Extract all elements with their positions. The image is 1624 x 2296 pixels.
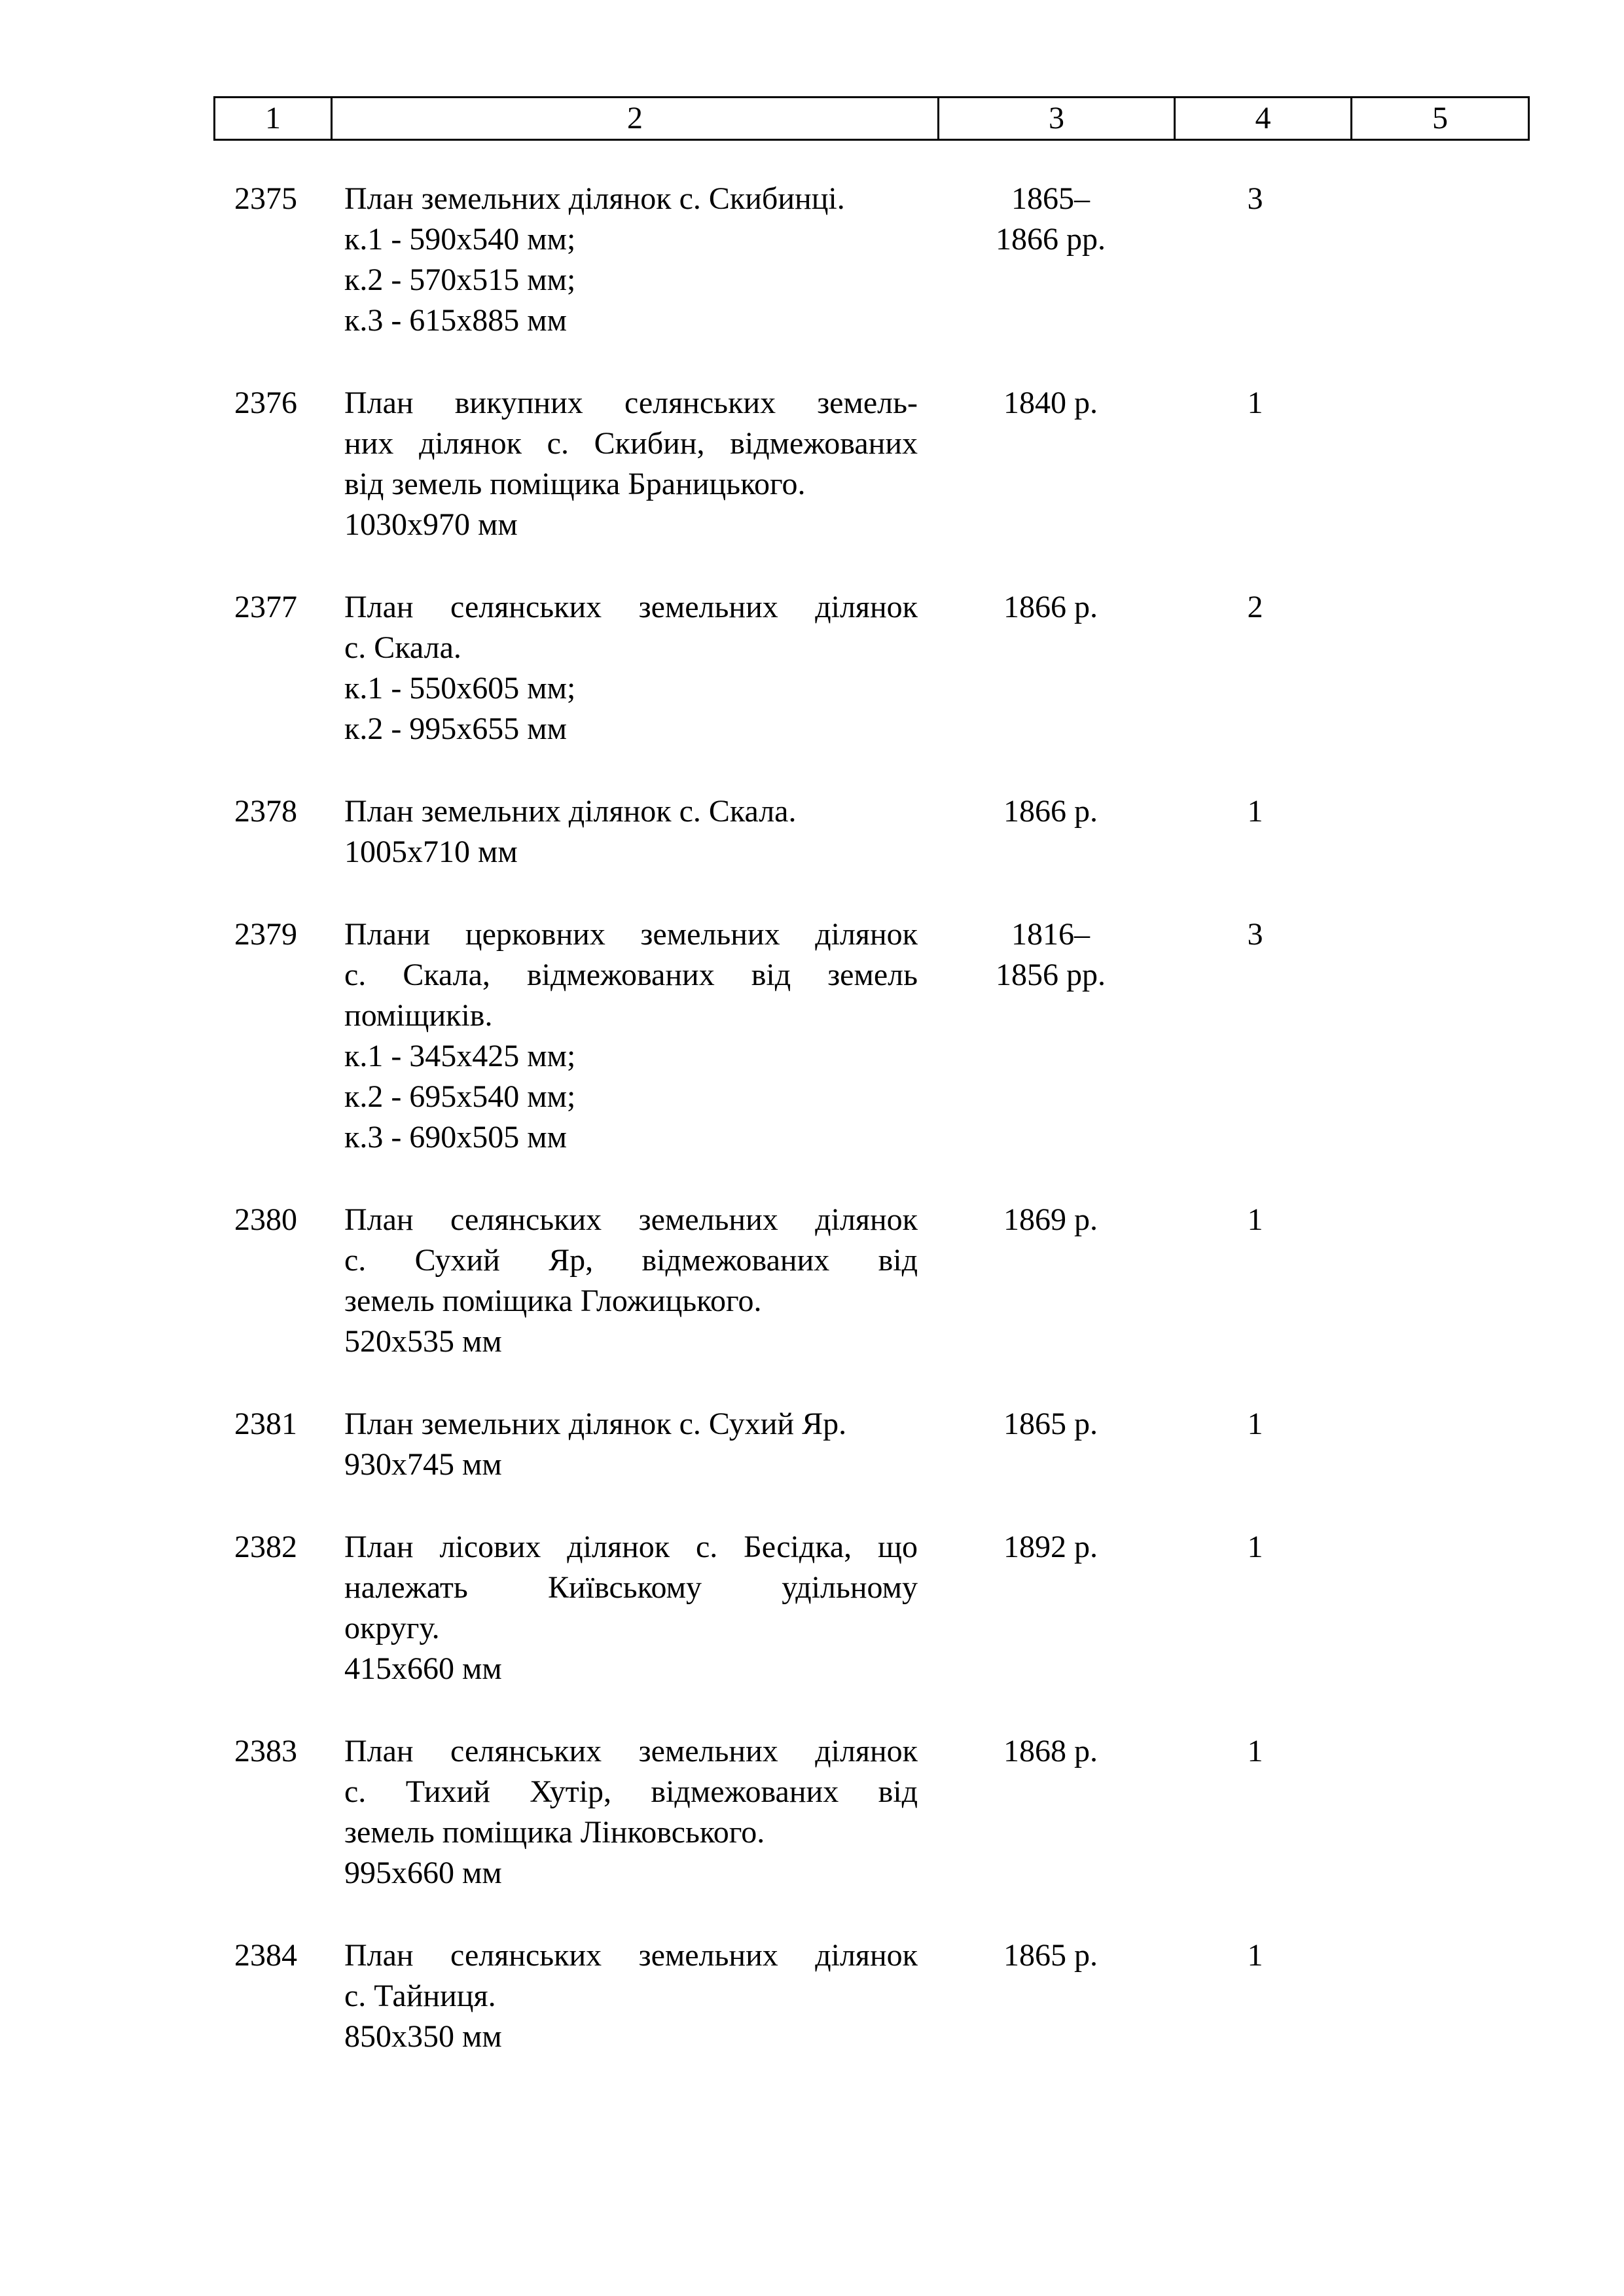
entry-description-line: Плани церковних земельних ділянок <box>344 917 918 952</box>
entry-description-line: План селянських земельних ділянок <box>344 590 918 624</box>
entry-description <box>344 791 918 872</box>
entry-number: 2384 <box>234 1938 297 1973</box>
entry-description-line: План земельних ділянок с. Скибинці. <box>344 181 845 216</box>
entry-sheet-count: 3 <box>1247 181 1263 216</box>
entry-number: 2375 <box>234 181 297 216</box>
entry-sheet-count: 1 <box>1247 1734 1263 1768</box>
entry-date <box>933 179 1168 260</box>
entry-description-line: поміщиків. <box>344 998 493 1033</box>
entry-sheet-count: 1 <box>1247 386 1263 420</box>
entry-description-line: с. Тихий Хутір, відмежованих від <box>344 1774 918 1809</box>
entry-description <box>344 179 918 341</box>
entry-sheet-count: 2 <box>1247 590 1263 624</box>
entry-number: 2381 <box>234 1407 297 1441</box>
entry-number: 2376 <box>234 386 297 420</box>
column-header-2: 2 <box>332 98 939 140</box>
entry-date <box>933 587 1168 628</box>
entry-date-line: 1866 р. <box>1003 590 1098 624</box>
entry-date-line: 1865 р. <box>1003 1938 1098 1973</box>
entry-sheet-count: 3 <box>1247 917 1263 952</box>
entry-description-line: План лісових ділянок с. Бесідка, що <box>344 1530 918 1564</box>
entry-number: 2379 <box>234 917 297 952</box>
entry-description-line: них ділянок с. Скибин, відмежованих <box>344 426 918 461</box>
entry-description-line: с. Скала. <box>344 630 461 665</box>
entry-date-line: 1816– <box>1011 917 1090 952</box>
entry-date-line: 1869 р. <box>1003 1202 1098 1237</box>
entry-description-line: земель поміщика Гложицького. <box>344 1283 762 1318</box>
entry-description-line: 1030х970 мм <box>344 507 518 542</box>
entry-description-line: округу. <box>344 1611 440 1645</box>
entry-description <box>344 1200 918 1362</box>
entry-description <box>344 383 918 545</box>
entry-description-line: 1005х710 мм <box>344 834 518 869</box>
entry-description-line: План земельних ділянок с. Сухий Яр. <box>344 1407 847 1441</box>
entry-date-line: 1856 рр. <box>996 958 1106 992</box>
entry-description-line: План селянських земельних ділянок <box>344 1938 918 1973</box>
entry-number: 2380 <box>234 1202 297 1237</box>
entry-description-line: від земель поміщика Браницького. <box>344 467 806 501</box>
entry-description-line: План селянських земельних ділянок <box>344 1202 918 1237</box>
entry-date-line: 1865 р. <box>1003 1407 1098 1441</box>
entry-description-line: 850х350 мм <box>344 2019 502 2054</box>
entry-description <box>344 914 918 1158</box>
entry-description-line: План викупних селянських земель- <box>344 386 918 420</box>
entry-date <box>933 1200 1168 1240</box>
entry-date-line: 1840 р. <box>1003 386 1098 420</box>
entry-sheet-count: 1 <box>1247 1938 1263 1973</box>
entry-sheet-count: 1 <box>1247 1202 1263 1237</box>
entry-description-line: к.3 - 615х885 мм <box>344 303 568 338</box>
entry-date <box>933 1935 1168 1976</box>
entry-description <box>344 1404 918 1485</box>
column-header-1: 1 <box>215 98 332 140</box>
entry-date-line: 1866 р. <box>1003 794 1098 829</box>
entry-date <box>933 1404 1168 1444</box>
column-header-4: 4 <box>1175 98 1352 140</box>
entry-description <box>344 587 918 749</box>
entry-description-line: належать Київському удільному <box>344 1570 918 1605</box>
entry-description <box>344 1731 918 1893</box>
entry-description-line: 520х535 мм <box>344 1324 502 1359</box>
entry-description-line: 930х745 мм <box>344 1447 502 1482</box>
entry-description-line: к.1 - 590х540 мм; <box>344 222 576 257</box>
entry-description-line: 995х660 мм <box>344 1856 502 1890</box>
column-header-3: 3 <box>939 98 1175 140</box>
entry-date-line: 1892 р. <box>1003 1530 1098 1564</box>
entry-sheet-count: 1 <box>1247 1530 1263 1564</box>
entry-date-line: 1866 рр. <box>996 222 1106 257</box>
entry-date-line: 1868 р. <box>1003 1734 1098 1768</box>
entry-description-line: к.2 - 570х515 мм; <box>344 262 576 297</box>
entry-description-line: План земельних ділянок с. Скала. <box>344 794 797 829</box>
entry-description-line: с. Тайниця. <box>344 1979 496 2013</box>
entry-date <box>933 383 1168 423</box>
entry-description-line: земель поміщика Лінковського. <box>344 1815 765 1850</box>
entry-date <box>933 1731 1168 1772</box>
entry-number: 2378 <box>234 794 297 829</box>
entry-date <box>933 914 1168 996</box>
entry-description-line: к.1 - 550х605 мм; <box>344 671 576 706</box>
entry-description <box>344 1527 918 1689</box>
entry-description-line: к.3 - 690х505 мм <box>344 1120 568 1155</box>
entry-description <box>344 1935 918 2057</box>
entry-number: 2382 <box>234 1530 297 1564</box>
column-header-5: 5 <box>1352 98 1529 140</box>
entry-number: 2377 <box>234 590 297 624</box>
entry-description-line: к.2 - 695х540 мм; <box>344 1079 576 1114</box>
entry-description-line: к.1 - 345х425 мм; <box>344 1039 576 1073</box>
entry-description-line: 415х660 мм <box>344 1651 502 1686</box>
entry-description-line: План селянських земельних ділянок <box>344 1734 918 1768</box>
entry-number: 2383 <box>234 1734 297 1768</box>
entry-description-line: с. Сухий Яр, відмежованих від <box>344 1243 918 1278</box>
entry-description-line: с. Скала, відмежованих від земель <box>344 958 918 992</box>
entry-date <box>933 1527 1168 1568</box>
entry-date <box>933 791 1168 832</box>
entry-sheet-count: 1 <box>1247 794 1263 829</box>
entry-date-line: 1865– <box>1011 181 1090 216</box>
entry-sheet-count: 1 <box>1247 1407 1263 1441</box>
entry-description-line: к.2 - 995х655 мм <box>344 711 568 746</box>
